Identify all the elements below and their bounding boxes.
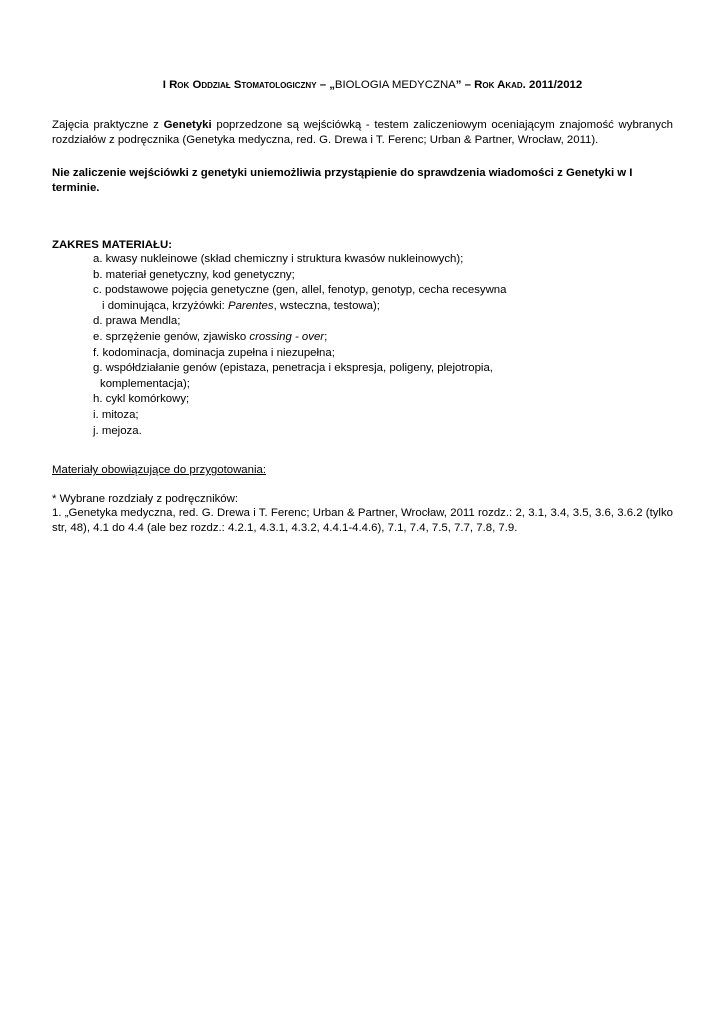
warning-paragraph: Nie zaliczenie wejściówki z genetyki uniemożliwia przystąpienie do sprawdzenia wiadomości z Genetyki w I terminie.: [52, 167, 633, 194]
scope-item-c-line2-after: , wsteczna, testowa);: [273, 299, 380, 312]
materials-item-1: 1. „Genetyka medyczna, red. G. Drewa i T. Ferenc; Urban & Partner, Wrocław, 2011 rozdz.: 2, 3.1, 3.4, 3.5, 3.6, 3.6.2 (tylko str, 48), 4.1 do 4.4 (ale bez rozdz.: 4.2.1, 4.3.1, 4.3.2, 4.4.1-4.4.6), 7.1, 7.4, 7.5, 7.7, 7.8, 7.9.: [52, 507, 673, 534]
intro-text-after: poprzedzone są wejściówką - testem zaliczeniowym oceniającym znajomość wybranych rozdziałów z podręcznika (Genetyka medyczna, red. G. Drewa i T. Ferenc; Urban & Partner, Wrocław, 2011).: [52, 119, 673, 146]
scope-heading: ZAKRES MATERIAŁU:: [52, 239, 173, 251]
scope-item-b: b. materiał genetyczny, kod genetyczny;: [93, 268, 295, 281]
scope-item-d: d. prawa Mendla;: [93, 315, 181, 328]
scope-item-g: [93, 361, 673, 392]
scope-item-g-line1: g. współdziałanie genów (epistaza, penetracja i ekspresja, poligeny, plejotropia,: [93, 362, 493, 375]
intro-paragraph: [52, 118, 673, 147]
scope-item-g-line2: komplementacja);: [100, 377, 190, 390]
scope-item-e-after: ;: [324, 330, 328, 343]
scope-item-i: i. mitoza;: [93, 408, 139, 421]
materials-heading: Materiały obowiązujące do przygotowania:: [52, 464, 267, 477]
document-page: [52, 78, 673, 535]
scope-item-e-before: e. sprzężenie genów, zjawisko: [93, 330, 250, 343]
title-part-year: ” – Rok Akad. 2011/2012: [455, 79, 583, 91]
document-title: [52, 78, 673, 92]
scope-item-c-line2-before: i dominująca, krzyżówki:: [102, 299, 228, 312]
scope-item-c: [93, 283, 673, 314]
scope-item-f: f. kodominacja, dominacja zupełna i niezupełna;: [93, 346, 335, 359]
scope-item-c-line1: c. podstawowe pojęcia genetyczne (gen, allel, fenotyp, genotyp, cecha recesywna: [93, 284, 507, 297]
title-part-course: I Rok Oddział Stomatologiczny – „: [162, 79, 335, 91]
title-part-subject: BIOLOGIA MEDYCZNA: [334, 79, 456, 91]
scope-item-j: j. mejoza.: [93, 424, 142, 437]
intro-text-before: Zajęcia praktyczne z: [52, 119, 164, 131]
scope-item-e-italic: crossing - over: [249, 330, 325, 343]
scope-item-c-line2: [93, 299, 673, 315]
scope-item-h: h. cykl komórkowy;: [93, 393, 190, 406]
scope-item-c-italic: Parentes: [227, 299, 274, 312]
scope-item-a: a. kwasy nukleinowe (skład chemiczny i struktura kwasów nukleinowych);: [93, 253, 464, 265]
scope-item-e: [93, 330, 673, 346]
materials-subheading: * Wybrane rozdziały z podręczników:: [52, 492, 239, 505]
scope-list: [52, 252, 673, 439]
intro-bold-word: Genetyki: [163, 119, 212, 131]
